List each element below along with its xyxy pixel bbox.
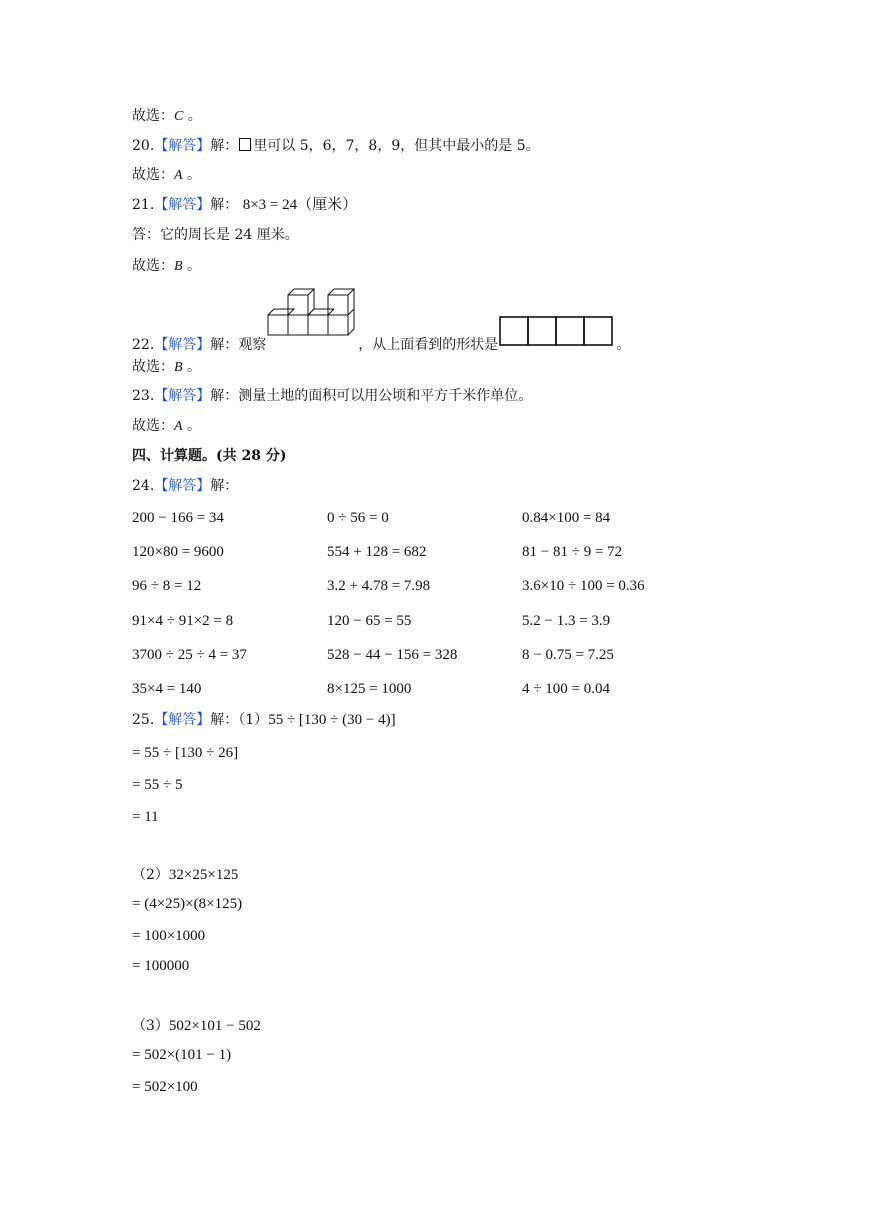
math-expression: 32×25×125 [168, 867, 239, 883]
question-24-answer [132, 476, 238, 496]
choice-suffix: 。 [187, 359, 202, 375]
calc-cell: 4 ÷ 100 = 0.04 [522, 681, 610, 697]
calc-cell: 0 ÷ 56 = 0 [327, 510, 389, 526]
answer-text: ，从上面看到的形状是 [358, 337, 499, 353]
calc-cell: 200 − 166 = 34 [132, 510, 224, 526]
answer-prefix: 解： [210, 138, 239, 154]
question-number: 23. [132, 388, 155, 404]
choice-answer: A [174, 168, 183, 183]
answer-text: 里可以 5，6，7，8，9，但其中最小的是 5。 [253, 138, 540, 154]
question-23-answer [132, 386, 532, 406]
answer-text: 解：测量土地的面积可以用公顷和平方千米作单位。 [210, 388, 533, 404]
question-25-answer [132, 710, 396, 730]
top-view-figure [498, 315, 616, 347]
part-label: （3） [132, 1018, 169, 1034]
calc-cell: 91×4 ÷ 91×2 = 8 [132, 613, 234, 629]
choice-suffix: 。 [187, 167, 202, 183]
question-20-answer [132, 136, 540, 156]
math-expression: 55 ÷ [130 ÷ (30 − 4)] [268, 712, 396, 728]
choice-suffix: 。 [187, 108, 202, 124]
choice-line-21 [132, 256, 201, 277]
cube-stack-figure [266, 285, 358, 341]
calc-cell: 3.2 + 4.78 = 7.98 [327, 578, 431, 594]
question-22-answer [132, 285, 631, 353]
answer-tag: 【解答】 [154, 712, 211, 728]
choice-answer: B [174, 360, 183, 375]
choice-prefix: 故选： [132, 418, 174, 434]
answer-suffix: 。 [616, 337, 631, 353]
math-expression: 8×3 = 24（厘米） [242, 197, 358, 213]
question-number: 24. [132, 478, 155, 494]
choice-answer: C [174, 109, 184, 124]
part-2-line [132, 865, 238, 885]
question-21-answer [132, 195, 357, 215]
calc-cell: 554 + 128 = 682 [327, 544, 427, 560]
calc-step: = 55 ÷ 5 [132, 777, 183, 793]
choice-prefix: 故选： [132, 167, 174, 183]
calc-step: = (4×25)×(8×125) [132, 896, 243, 912]
calc-step: = 502×100 [132, 1079, 198, 1095]
calc-step: = 502×(101 − 1) [132, 1047, 232, 1063]
choice-suffix: 。 [187, 258, 202, 274]
calc-cell: 8×125 = 1000 [327, 681, 412, 697]
question-number: 25. [132, 712, 155, 728]
calc-cell: 0.84×100 = 84 [522, 510, 611, 526]
calc-cell: 35×4 = 140 [132, 681, 202, 697]
calc-cell: 3.6×10 ÷ 100 = 0.36 [522, 578, 645, 594]
choice-suffix: 。 [187, 418, 202, 434]
answer-sentence-21: 答：它的周长是 24 厘米。 [132, 227, 299, 243]
choice-answer: A [174, 419, 183, 434]
choice-prefix: 故选： [132, 359, 174, 375]
math-expression: 502×101 − 502 [168, 1018, 261, 1034]
calc-cell: 81 − 81 ÷ 9 = 72 [522, 544, 623, 560]
choice-line-19 [132, 106, 202, 127]
part-label: （1） [238, 712, 269, 728]
question-number: 21. [132, 197, 155, 213]
calc-step: = 11 [132, 809, 159, 825]
blank-box-icon [239, 138, 251, 151]
part-3-line [132, 1016, 261, 1036]
choice-line-23 [132, 416, 201, 437]
choice-prefix: 故选： [132, 258, 174, 274]
question-number: 20. [132, 138, 155, 154]
question-number: 22. [132, 337, 155, 353]
answer-prefix: 解： [210, 478, 239, 494]
calc-cell: 8 − 0.75 = 7.25 [522, 647, 614, 663]
answer-tag: 【解答】 [154, 197, 211, 213]
answer-tag: 【解答】 [154, 388, 211, 404]
answer-tag: 【解答】 [154, 478, 211, 494]
answer-prefix: 解： [210, 197, 239, 213]
answer-prefix: 解： [210, 712, 239, 728]
calc-step: = 55 ÷ [130 ÷ 26] [132, 745, 239, 761]
calc-cell: 5.2 − 1.3 = 3.9 [522, 613, 611, 629]
choice-line-22 [132, 357, 201, 378]
choice-answer: B [174, 259, 183, 274]
calc-step: = 100×1000 [132, 928, 206, 944]
calc-cell: 120 − 65 = 55 [327, 613, 412, 629]
choice-line-20 [132, 165, 201, 186]
calc-step: = 100000 [132, 958, 190, 974]
section-heading: 四、计算题。(共 28 分) [132, 448, 287, 464]
answer-tag: 【解答】 [154, 337, 211, 353]
calc-cell: 3700 ÷ 25 ÷ 4 = 37 [132, 647, 247, 663]
answer-tag: 【解答】 [154, 138, 211, 154]
calc-cell: 96 ÷ 8 = 12 [132, 578, 202, 594]
calc-cell: 120×80 = 9600 [132, 544, 224, 560]
choice-prefix: 故选： [132, 108, 174, 124]
part-label: （2） [132, 867, 169, 883]
answer-prefix: 解：观察 [210, 337, 267, 353]
calc-cell: 528 − 44 − 156 = 328 [327, 647, 458, 663]
